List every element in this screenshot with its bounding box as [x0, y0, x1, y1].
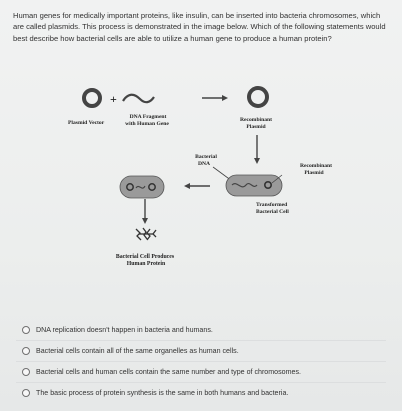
radio-circle-icon[interactable] [22, 368, 30, 376]
label-cell-produces: Bacterial Cell Produces [115, 254, 175, 260]
answer-option-4[interactable] [16, 382, 386, 403]
question-text: Human genes for medically important proteins, like insulin, can be inserted into bacteria chromosomes, which are called plasmids. This process is demonstrated in the image below. Which of the following statements would best describe how bacterial cells are able to utilize a human gene to produce a human protein? [13, 11, 386, 43]
label-dna-fragment: DNA Fragment [129, 114, 167, 120]
label-human-gene: with Human Gene [125, 121, 169, 127]
human-protein-icon [136, 228, 156, 240]
answer-option-1[interactable] [16, 320, 386, 340]
transformed-bacterial-cell [226, 175, 282, 196]
plus-sign: + [110, 92, 117, 106]
label-human-protein: Human Protein [126, 261, 166, 267]
radio-circle-icon[interactable] [22, 326, 30, 334]
arrow-head-left [184, 183, 190, 189]
label-bacterial: Bacterial [195, 154, 217, 160]
answer-option-label: Bacterial cells contain all of the same organelles as human cells. [36, 347, 239, 355]
label-plasmid-b: Plasmid [304, 170, 324, 176]
answer-option-2[interactable] [16, 340, 386, 361]
label-transformed: Transformed [256, 202, 288, 208]
answer-option-label: DNA replication doesn't happen in bacteria and humans. [36, 326, 213, 334]
arrow-head-down [254, 158, 260, 164]
label-plasmid: Plasmid [246, 124, 266, 130]
recombinant-plasmid-circle [249, 88, 267, 106]
label-plasmid-vector: Plasmid Vector [68, 120, 105, 126]
arrow-head-down-protein [142, 218, 148, 224]
radio-circle-icon[interactable] [22, 347, 30, 355]
arrow-head-right [222, 95, 228, 101]
label-bacterial-cell: Bacterial Cell [256, 209, 289, 215]
label-dna: DNA [197, 161, 211, 167]
answer-option-3[interactable] [16, 361, 386, 382]
dna-fragment-icon [123, 95, 154, 102]
answer-options [16, 320, 386, 403]
answer-option-label: The basic process of protein synthesis is the same in both humans and bacteria. [36, 389, 289, 397]
label-recombinant: Recombinant [239, 117, 273, 123]
plasmid-vector-circle [84, 90, 100, 106]
label-recombinant-b: Recombinant [299, 163, 333, 169]
answer-option-label: Bacterial cells and human cells contain the same number and type of chromosomes. [36, 368, 301, 376]
radio-circle-icon[interactable] [22, 389, 30, 397]
